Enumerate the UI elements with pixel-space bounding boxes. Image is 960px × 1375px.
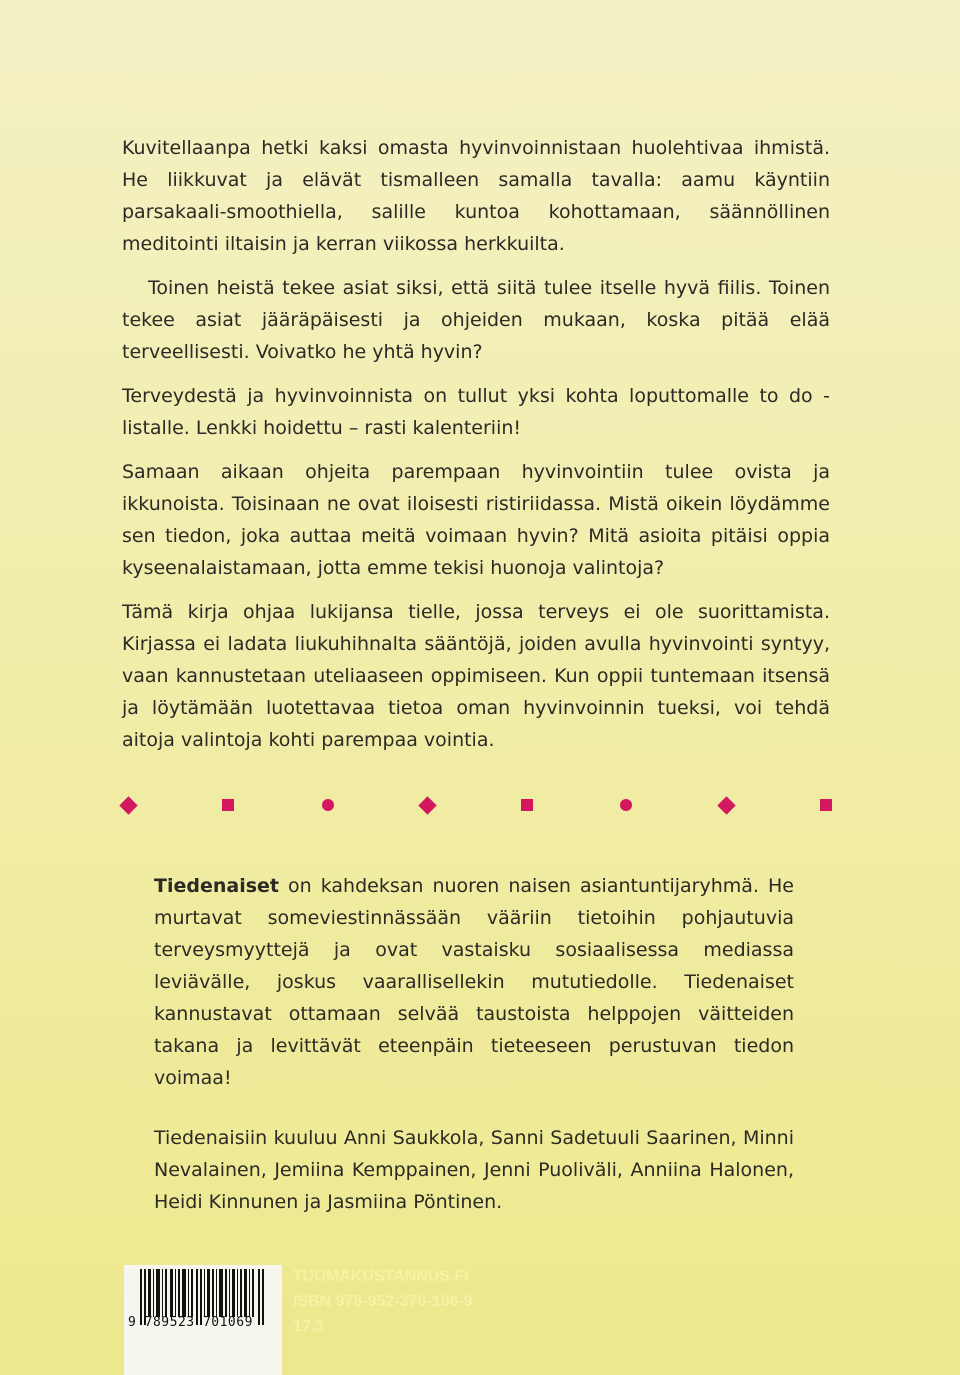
square-ornament-icon — [521, 799, 533, 811]
blurb-paragraph-4: Samaan aikaan ohjeita parempaan hyvinvointiin tulee ovista ja ikkunoista. Toisinaan ne ovat iloisesti ristiriidassa. Mistä oikein löydämme sen tiedon, joka auttaa meitä voimaan hyvin? Mitä asioita pitäisi oppia kyseenalaistamaan, jotta emme tekisi huonoja valintoja? — [122, 461, 830, 579]
publisher-website: TUUMAKUSTANNUS.FI — [293, 1268, 469, 1285]
ornament-row — [122, 790, 832, 820]
publisher-imprint — [293, 1264, 473, 1339]
isbn: ISBN 978-952-370-106-9 — [293, 1293, 473, 1310]
diamond-ornament-icon — [119, 796, 137, 814]
author-members: Tiedenaisiin kuuluu Anni Saukkola, Sanni Sadetuuli Saarinen, Minni Nevalainen, Jemiina Kemppainen, Jenni Puoliväli, Anniina Halonen, Heidi Kinnunen ja Jasmiina Pöntinen. — [154, 1127, 794, 1213]
back-cover-blurb — [122, 132, 830, 768]
classification-code: 17.3 — [293, 1318, 325, 1335]
dot-ornament-icon — [322, 799, 334, 811]
barcode-number: 9 789523 701069 — [128, 1315, 253, 1330]
square-ornament-icon — [222, 799, 234, 811]
author-description: on kahdeksan nuoren naisen asiantuntijaryhmä. He murtavat someviestinnässään vääriin tietoihin pohjautuvia terveysmyyttejä ja ovat vastaisku sosiaalisessa mediassa leviävälle, joskus vaarallisellekin mututiedolle. Tiedenaiset kannustavat ottamaan selvää taustoista helppojen väitteiden takana ja levittävät eteenpäin tieteeseen perustuvan tiedon voimaa! — [154, 875, 794, 1089]
author-section — [154, 870, 794, 1246]
blurb-paragraph-3: Terveydestä ja hyvinvoinnista on tullut yksi kohta loputtomalle to do -listalle. Lenkki hoidettu – rasti kalenteriin! — [122, 385, 830, 439]
author-paragraph-1 — [154, 870, 794, 1094]
dot-ornament-icon — [620, 799, 632, 811]
blurb-paragraph-1: Kuvitellaanpa hetki kaksi omasta hyvinvoinnistaan huolehtivaa ihmistä. He liikkuvat ja elävät tismalleen samalla tavalla: aamu käyntiin parsakaali-smoothiella, salille kuntoa kohottamaan, säännöllinen meditointi iltaisin ja kerran viikossa herkkuilta. — [122, 137, 830, 255]
author-group-name: Tiedenaiset — [154, 875, 279, 897]
blurb-paragraph-5: Tämä kirja ohjaa lukijansa tielle, jossa terveys ei ole suorittamista. Kirjassa ei ladata liukuhihnalta sääntöjä, joiden avulla hyvinvointi syntyy, vaan kannustetaan uteliaaseen oppimiseen. Kun oppii tuntemaan itsensä ja löytämään luotettavaa tietoa oman hyvinvoinnin tueksi, voi tehdä aitoja valintoja kohti parempaa vointia. — [122, 601, 830, 751]
square-ornament-icon — [820, 799, 832, 811]
diamond-ornament-icon — [717, 796, 735, 814]
diamond-ornament-icon — [418, 796, 436, 814]
blurb-paragraph-2: Toinen heistä tekee asiat siksi, että siitä tulee itselle hyvä fiilis. Toinen tekee asiat jääräpäisesti ja ohjeiden mukaan, koska pitää elää terveellisesti. Voivatko he yhtä hyvin? — [122, 277, 830, 363]
barcode — [124, 1265, 282, 1375]
